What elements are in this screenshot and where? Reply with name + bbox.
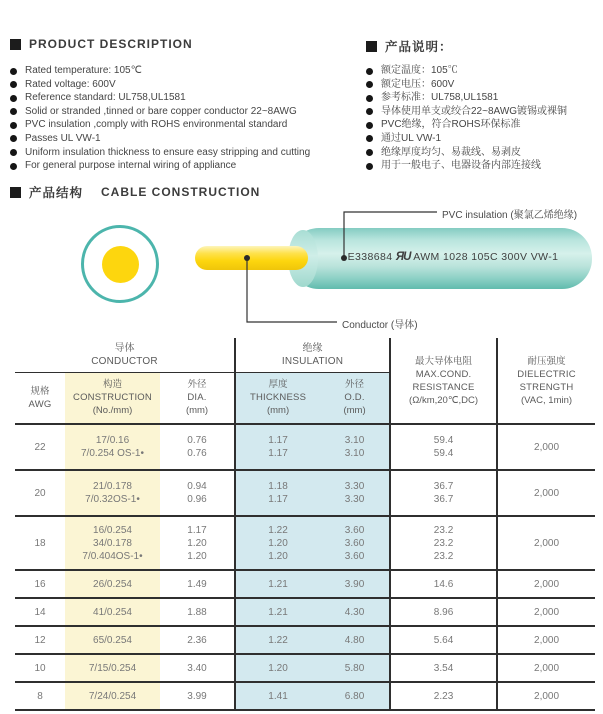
product-description-list-en — [10, 66, 310, 175]
cell-od: 6.80 — [320, 682, 390, 710]
cell-thickness: 1.21 — [235, 570, 320, 598]
bullet-text: Uniform insulation thickness to ensure easy stripping and cutting — [25, 146, 311, 158]
bullet-item — [10, 107, 310, 117]
cell-dia: 0.76 0.76 — [160, 424, 235, 470]
bullet-text: 参考标准：UL758,UL1581 — [381, 92, 499, 104]
cell-dia: 0.94 0.96 — [160, 470, 235, 516]
cell-awg: 18 — [15, 516, 65, 570]
bullet-icon — [366, 68, 373, 75]
cell-dia: 1.49 — [160, 570, 235, 598]
cell-construction: 16/0.254 34/0.178 7/0.404OS-1• — [65, 516, 160, 570]
cell-dielectric: 2,000 — [497, 570, 595, 598]
cell-awg: 12 — [15, 626, 65, 654]
bullet-text: Rated temperature: 105℃ — [25, 65, 142, 76]
bullet-item — [366, 120, 567, 130]
bullet-icon — [366, 163, 373, 170]
bullet-text: 通过UL VW-1 — [381, 132, 442, 144]
bullet-icon — [366, 149, 373, 156]
cell-dia: 1.88 — [160, 598, 235, 626]
cell-dielectric: 2,000 — [497, 516, 595, 570]
bullet-text: 额定温度：105℃ — [381, 65, 458, 76]
cell-thickness: 1.20 — [235, 654, 320, 682]
cell-awg: 20 — [15, 470, 65, 516]
cell-construction: 65/0.254 — [65, 626, 160, 654]
table-row — [15, 570, 595, 598]
cell-resistance: 8.96 — [390, 598, 497, 626]
bullet-icon — [366, 122, 373, 129]
od-column-header: 外径 O.D. (mm) — [320, 372, 390, 424]
product-description-title: PRODUCT DESCRIPTION — [29, 37, 193, 51]
section-marker-icon — [366, 41, 377, 52]
cell-thickness: 1.41 — [235, 682, 320, 710]
section-marker-icon — [10, 187, 21, 198]
cell-construction: 7/24/0.254 — [65, 682, 160, 710]
resistance-column-header: 最大导体电阻 MAX.COND. RESISTANCE (Ω/km,20℃,DC) — [390, 338, 497, 424]
bullet-item — [366, 148, 567, 158]
cell-od: 3.30 3.30 — [320, 470, 390, 516]
cell-resistance: 2.23 — [390, 682, 497, 710]
cell-dia: 2.36 — [160, 626, 235, 654]
cell-resistance: 14.6 — [390, 570, 497, 598]
table-row — [15, 626, 595, 654]
cell-construction: 21/0.178 7/0.32OS-1• — [65, 470, 160, 516]
cell-dielectric: 2,000 — [497, 598, 595, 626]
bullet-item — [366, 161, 567, 171]
table-row — [15, 598, 595, 626]
bullet-icon — [10, 149, 17, 156]
dia-column-header: 外径 DIA. (mm) — [160, 372, 235, 424]
bullet-item — [366, 134, 567, 144]
cell-resistance: 23.2 23.2 23.2 — [390, 516, 497, 570]
cell-od: 3.90 — [320, 570, 390, 598]
bullet-icon — [10, 122, 17, 129]
bullet-icon — [10, 108, 17, 115]
cell-awg: 16 — [15, 570, 65, 598]
cell-construction: 41/0.254 — [65, 598, 160, 626]
cell-construction: 26/0.254 — [65, 570, 160, 598]
table-row — [15, 516, 595, 570]
table-row — [15, 424, 595, 470]
bullet-text: 用于一般电子、电器设备内部连接线 — [381, 160, 541, 172]
cell-resistance: 5.64 — [390, 626, 497, 654]
bullet-item — [10, 93, 310, 103]
conductor-group-header: 导体 CONDUCTOR — [15, 338, 235, 372]
bullet-text: PVC绝缘，符合ROHS环保标准 — [381, 119, 521, 131]
bullet-item — [10, 134, 310, 144]
cell-resistance: 3.54 — [390, 654, 497, 682]
cell-resistance: 36.7 36.7 — [390, 470, 497, 516]
cell-thickness: 1.17 1.17 — [235, 424, 320, 470]
cell-od: 3.60 3.60 3.60 — [320, 516, 390, 570]
bullet-item — [366, 80, 567, 90]
bullet-text: Rated voltage: 600V — [25, 78, 116, 90]
ul-recognized-mark-icon: ЯU — [395, 251, 411, 263]
bullet-icon — [366, 135, 373, 142]
bullet-item — [10, 120, 310, 130]
specification-table — [15, 338, 595, 711]
section-marker-icon — [10, 39, 21, 50]
awg-column-header: 规格 AWG — [15, 372, 65, 424]
bullet-item — [366, 66, 567, 76]
product-description-title-zh: 产品说明： — [385, 40, 453, 54]
cell-construction: 17/0.16 7/0.254 OS-1• — [65, 424, 160, 470]
cell-od: 5.80 — [320, 654, 390, 682]
bullet-icon — [366, 95, 373, 102]
product-description-header-zh — [366, 37, 453, 55]
cell-od: 4.30 — [320, 598, 390, 626]
cell-dia: 3.40 — [160, 654, 235, 682]
cable-construction-title-en: CABLE CONSTRUCTION — [101, 185, 261, 199]
group-header-row — [15, 338, 595, 372]
construction-column-header: 构造 CONSTRUCTION (No./mm) — [65, 372, 160, 424]
cell-awg: 14 — [15, 598, 65, 626]
cell-od: 3.10 3.10 — [320, 424, 390, 470]
bullet-item — [10, 148, 310, 158]
product-description-list-zh — [366, 66, 567, 175]
bullet-item — [10, 80, 310, 90]
cell-thickness: 1.22 — [235, 626, 320, 654]
cell-resistance: 59.4 59.4 — [390, 424, 497, 470]
cell-thickness: 1.21 — [235, 598, 320, 626]
cable-construction-header — [10, 183, 260, 201]
bullet-text: Solid or stranded ,tinned or bare copper conductor 22~8AWG — [25, 105, 297, 117]
bullet-text: PVC insulation ,comply with ROHS environmental standard — [25, 119, 288, 131]
thickness-column-header: 厚度 THICKNESS (mm) — [235, 372, 320, 424]
insulation-group-header: 绝缘 INSULATION — [235, 338, 390, 372]
bullet-icon — [366, 108, 373, 115]
ul-file-number: E338684 — [347, 251, 393, 263]
cell-dielectric: 2,000 — [497, 424, 595, 470]
pvc-insulation-label: PVC insulation (聚氯乙烯绝缘) — [442, 210, 578, 221]
spec-table-body — [15, 424, 595, 710]
product-description-header — [10, 37, 193, 51]
bullet-text: Passes UL VW-1 — [25, 132, 101, 144]
cell-dia: 1.17 1.20 1.20 — [160, 516, 235, 570]
bullet-icon — [10, 135, 17, 142]
cell-construction: 7/15/0.254 — [65, 654, 160, 682]
bullet-icon — [10, 81, 17, 88]
cable-rating-text: AWM 1028 105C 300V VW-1 — [413, 251, 559, 263]
table-row — [15, 682, 595, 710]
table-row — [15, 470, 595, 516]
cell-dia: 3.99 — [160, 682, 235, 710]
bullet-text: 额定电压：600V — [381, 78, 455, 90]
cell-dielectric: 2,000 — [497, 654, 595, 682]
cell-awg: 8 — [15, 682, 65, 710]
cell-thickness: 1.18 1.17 — [235, 470, 320, 516]
conductor-label: Conductor (导体) — [342, 320, 418, 331]
cell-awg: 22 — [15, 424, 65, 470]
bullet-text: Reference standard: UL758,UL1581 — [25, 92, 186, 104]
bullet-item — [366, 107, 567, 117]
bullet-text: 绝缘厚度均匀、易裁线、易剥皮 — [381, 146, 521, 158]
bullet-icon — [10, 68, 17, 75]
bullet-icon — [10, 95, 17, 102]
bullet-icon — [366, 81, 373, 88]
bullet-item — [366, 93, 567, 103]
cell-dielectric: 2,000 — [497, 626, 595, 654]
bullet-icon — [10, 163, 17, 170]
cell-thickness: 1.22 1.20 1.20 — [235, 516, 320, 570]
cell-dielectric: 2,000 — [497, 470, 595, 516]
cable-construction-title-zh: 产品结构 — [29, 186, 84, 200]
cell-awg: 10 — [15, 654, 65, 682]
table-row — [15, 654, 595, 682]
cell-od: 4.80 — [320, 626, 390, 654]
bullet-text: 导体使用单支或绞合22~8AWG镀锡或裸铜 — [381, 105, 568, 117]
cell-dielectric: 2,000 — [497, 682, 595, 710]
bullet-item — [10, 161, 310, 171]
bullet-item — [10, 66, 310, 76]
bullet-text: For general purpose internal wiring of appliance — [25, 160, 237, 172]
dielectric-column-header: 耐压强度 DIELECTRIC STRENGTH (VAC, 1min) — [497, 338, 595, 424]
